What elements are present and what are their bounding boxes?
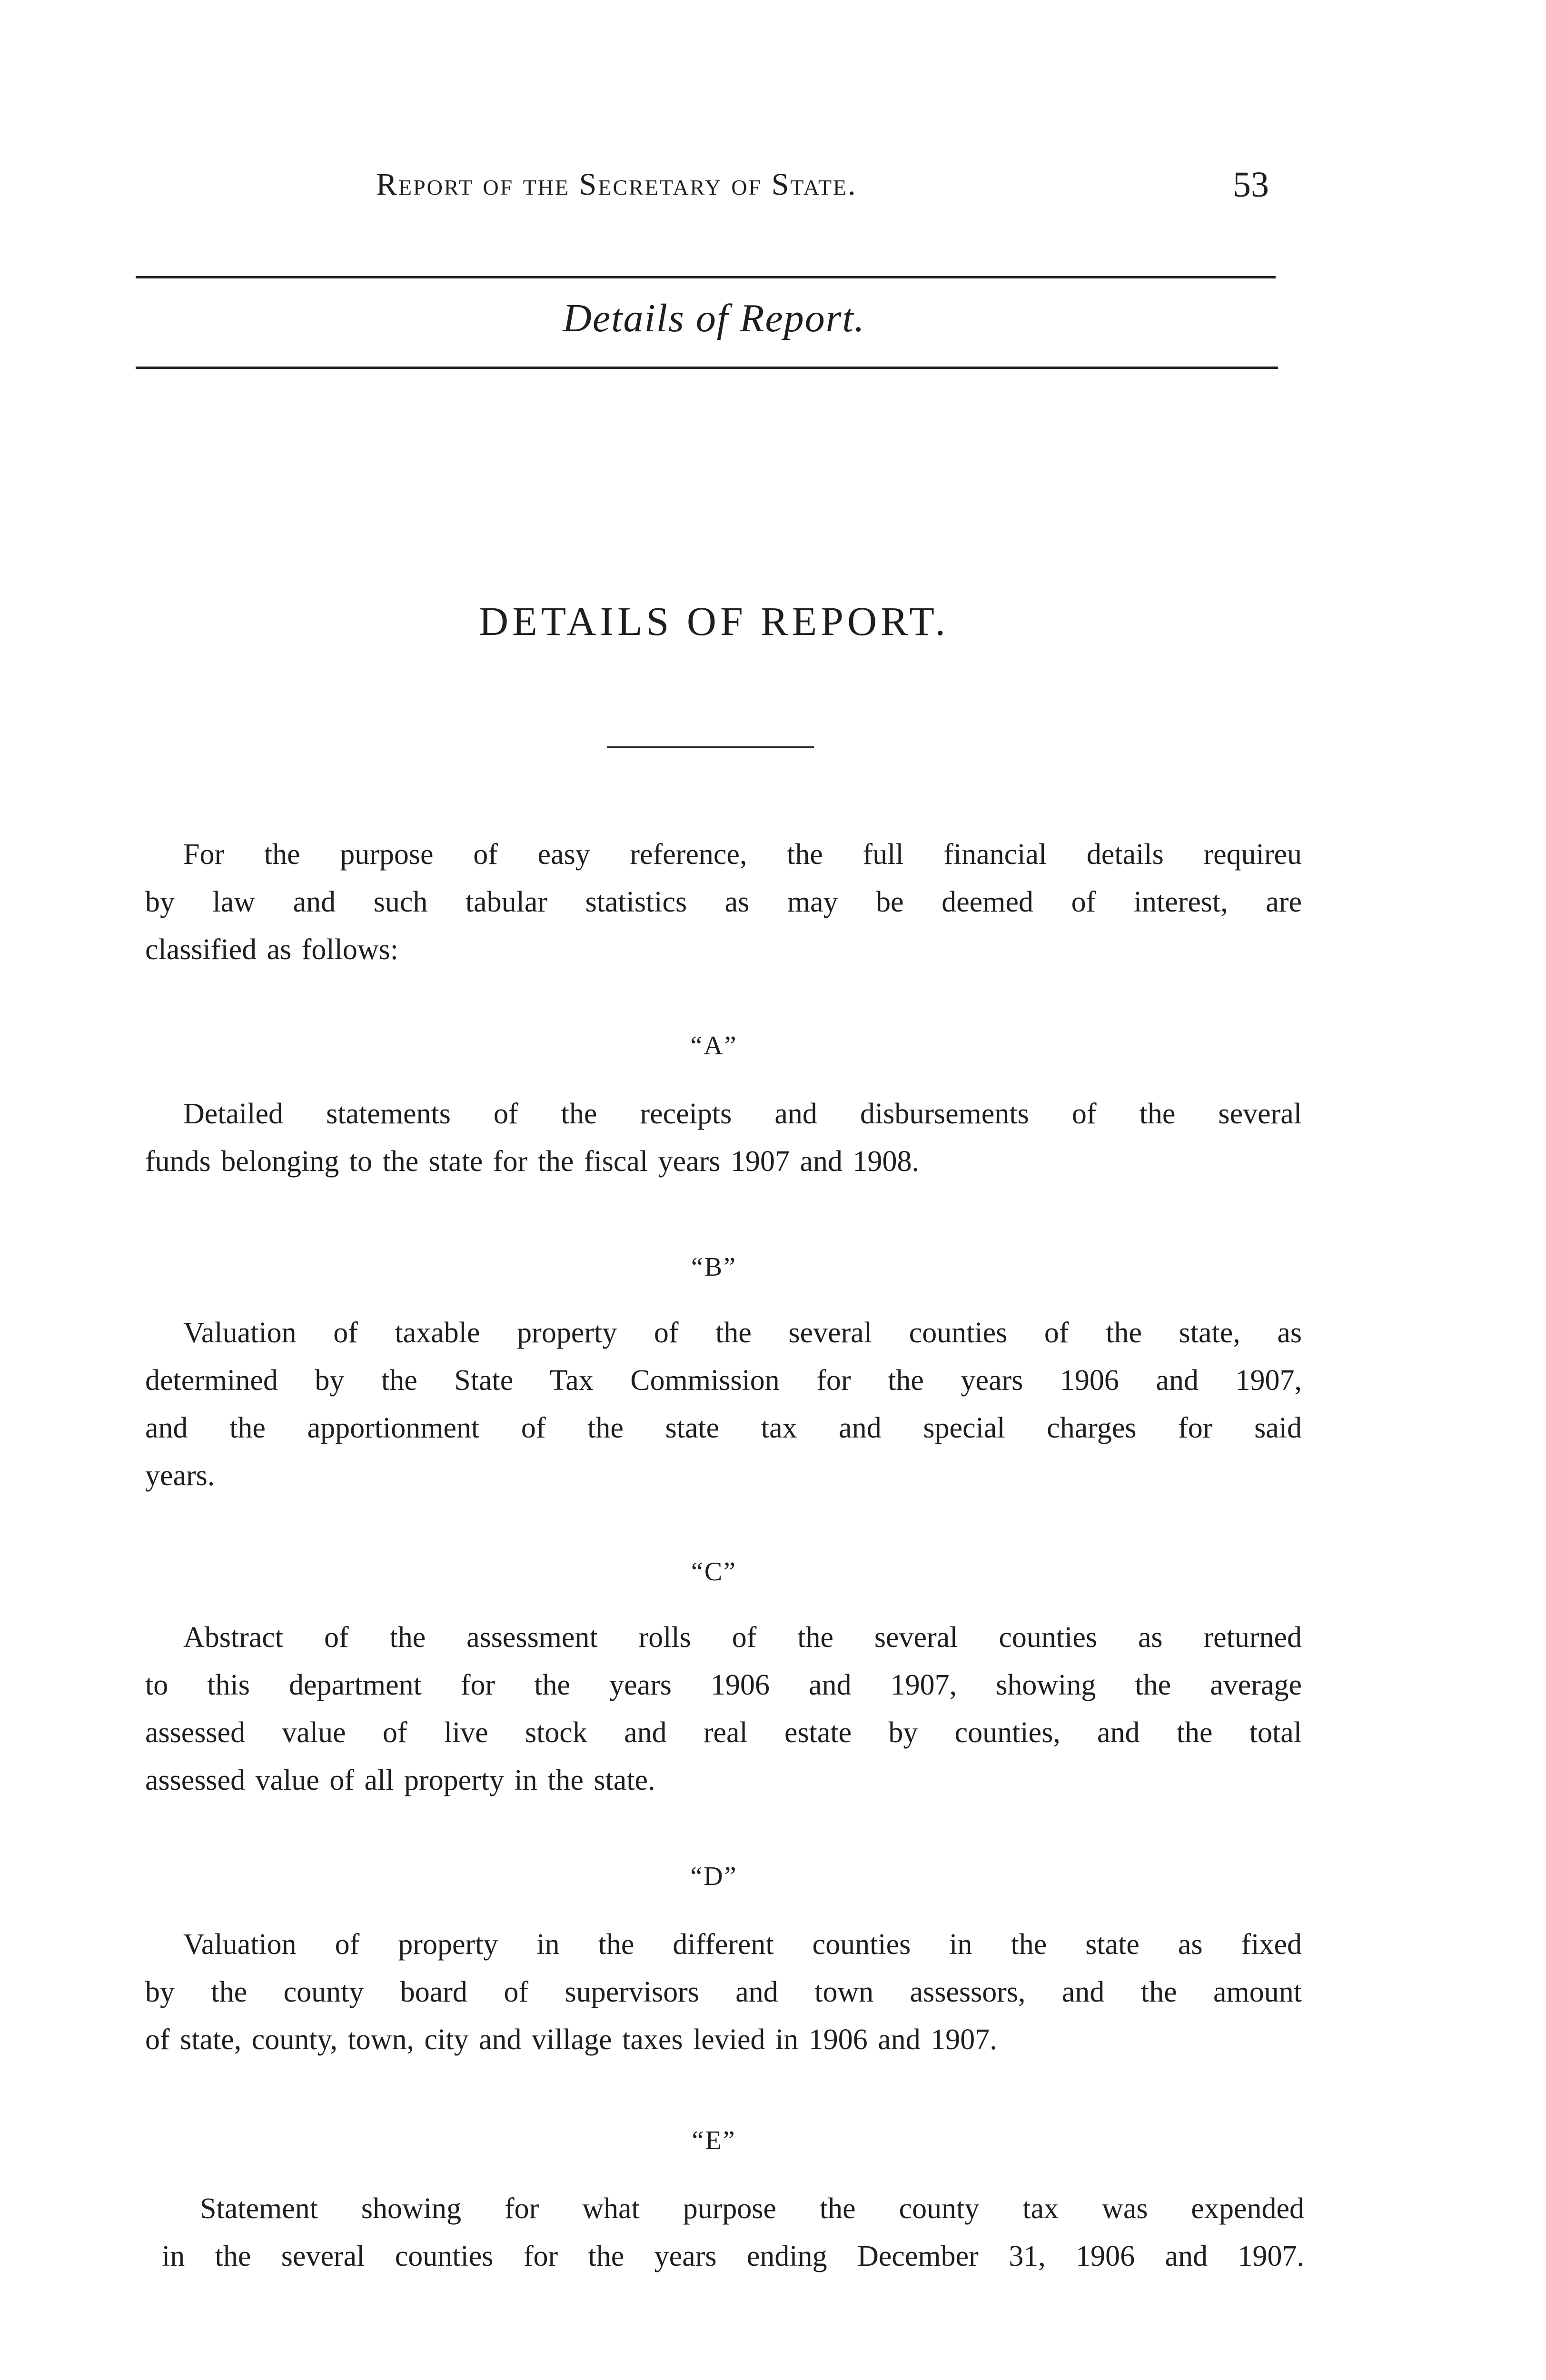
item-label-e: “E” — [692, 2126, 736, 2155]
paragraph-line: to this department for the years 1906 and 1907, showing the average — [145, 1669, 1302, 1701]
paragraph-line: determined by the State Tax Commission for the years 1906 and 1907, — [145, 1364, 1302, 1397]
paragraph-line: by the county board of supervisors and town assessors, and the amount — [145, 1976, 1302, 2008]
intro-line: by law and such tabular statistics as may be deemed of interest, are — [145, 886, 1302, 918]
section-header: Details of Report. — [563, 296, 865, 340]
paragraph-line: Abstract of the assessment rolls of the several counties as returned — [183, 1621, 1302, 1654]
paragraph-line: Valuation of property in the different counties in the state as fixed — [183, 1928, 1302, 1961]
title-rule — [607, 746, 814, 748]
item-label-b: “B” — [691, 1252, 737, 1282]
paragraph-line: in the several counties for the years ending December 31, 1906 and 1907. — [162, 2240, 1304, 2272]
running-header: Report of the Secretary of State. — [376, 167, 857, 202]
intro-line: classified as follows: — [145, 933, 399, 966]
paragraph-line: years. — [145, 1459, 215, 1492]
paragraph-line: Detailed statements of the receipts and disbursements of the several — [183, 1098, 1302, 1130]
item-label-d: “D” — [690, 1862, 738, 1891]
item-paragraph-d — [145, 1921, 1302, 2063]
page-title: DETAILS OF REPORT. — [478, 598, 949, 644]
item-paragraph-b — [145, 1309, 1302, 1499]
header-rule-bottom — [136, 367, 1278, 369]
item-label-c: “C” — [691, 1557, 737, 1587]
paragraph-line: funds belonging to the state for the fiscal years 1907 and 1908. — [145, 1145, 919, 1178]
paragraph-line: Valuation of taxable property of the several counties of the state, as — [183, 1317, 1302, 1349]
item-paragraph-c — [145, 1614, 1302, 1804]
item-paragraph-e — [162, 2185, 1304, 2280]
page-number: 53 — [1233, 165, 1269, 205]
intro-paragraph — [145, 831, 1302, 973]
paragraph-line: assessed value of all property in the state. — [145, 1764, 655, 1796]
paragraph-line: of state, county, town, city and village taxes levied in 1906 and 1907. — [145, 2023, 997, 2056]
item-paragraph-a — [145, 1090, 1302, 1185]
intro-line: For the purpose of easy reference, the full financial details requireu — [183, 838, 1302, 871]
header-rule-top — [136, 276, 1276, 278]
paragraph-line: and the apportionment of the state tax and special charges for said — [145, 1412, 1302, 1444]
paragraph-line: Statement showing for what purpose the county tax was expended — [200, 2192, 1304, 2225]
item-label-a: “A” — [690, 1031, 738, 1061]
paragraph-line: assessed value of live stock and real estate by counties, and the total — [145, 1716, 1302, 1749]
